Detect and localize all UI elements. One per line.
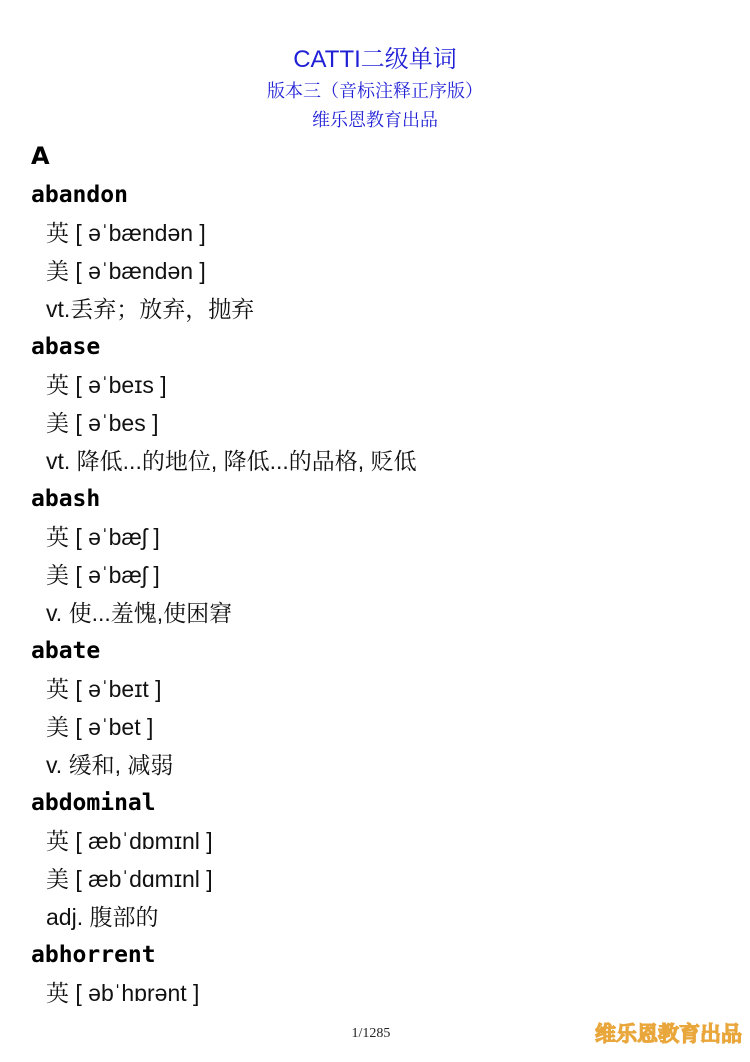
- vocabulary-entry: [0, 176, 750, 328]
- entry-definition: vt.丢弃；放弃，抛弃: [46, 296, 255, 322]
- publisher-subtitle: 维乐恩教育出品: [312, 110, 438, 130]
- entry-definition: v. 使...羞愧,使困窘: [46, 600, 233, 626]
- entry-definition: v. 缓和, 减弱: [46, 752, 174, 778]
- entry-word: abandon: [31, 182, 128, 208]
- us-pronunciation: 美 [ əˈbændən ]: [46, 258, 206, 284]
- uk-pronunciation: 英 [ əˈbeɪt ]: [46, 676, 162, 702]
- us-pronunciation: 美 [ əˈbes ]: [46, 410, 159, 436]
- section-letter-heading: A: [31, 142, 50, 170]
- us-pronunciation: 美 [ əˈbet ]: [46, 714, 154, 740]
- uk-pronunciation: 英 [ æbˈdɒmɪnl ]: [46, 828, 213, 854]
- entry-definition: vt. 降低...的地位, 降低...的品格, 贬低: [46, 448, 417, 474]
- entry-word: abate: [31, 638, 101, 664]
- us-pronunciation: 美 [ æbˈdɑmɪnl ]: [46, 866, 213, 892]
- vocabulary-entry: [0, 936, 750, 1012]
- vocabulary-entry: [0, 784, 750, 936]
- uk-pronunciation: 英 [ əˈbændən ]: [46, 220, 206, 246]
- uk-pronunciation: 英 [ əbˈhɒrənt ]: [46, 980, 200, 1006]
- uk-pronunciation: 英 [ əˈbeɪs ]: [46, 372, 167, 398]
- us-pronunciation: 美 [ əˈbæʃ ]: [46, 562, 160, 588]
- vocabulary-entry: [0, 328, 750, 480]
- entry-definition: adj. 腹部的: [46, 904, 159, 930]
- version-subtitle: 版本三（音标注释正序版）: [267, 81, 483, 101]
- uk-pronunciation: 英 [ əˈbæʃ ]: [46, 524, 160, 550]
- vocabulary-entry: [0, 480, 750, 632]
- publisher-watermark: 维乐恩教育出品: [595, 1022, 742, 1046]
- entry-word: abdominal: [31, 790, 156, 816]
- entry-word: abase: [31, 334, 101, 360]
- page-number: 1/1285: [351, 1026, 391, 1041]
- vocabulary-entry: [0, 632, 750, 784]
- document-title: CATTI二级单词: [293, 46, 457, 73]
- entry-word: abash: [31, 486, 101, 512]
- entry-word: abhorrent: [31, 942, 156, 968]
- vocabulary-list: [0, 176, 750, 1012]
